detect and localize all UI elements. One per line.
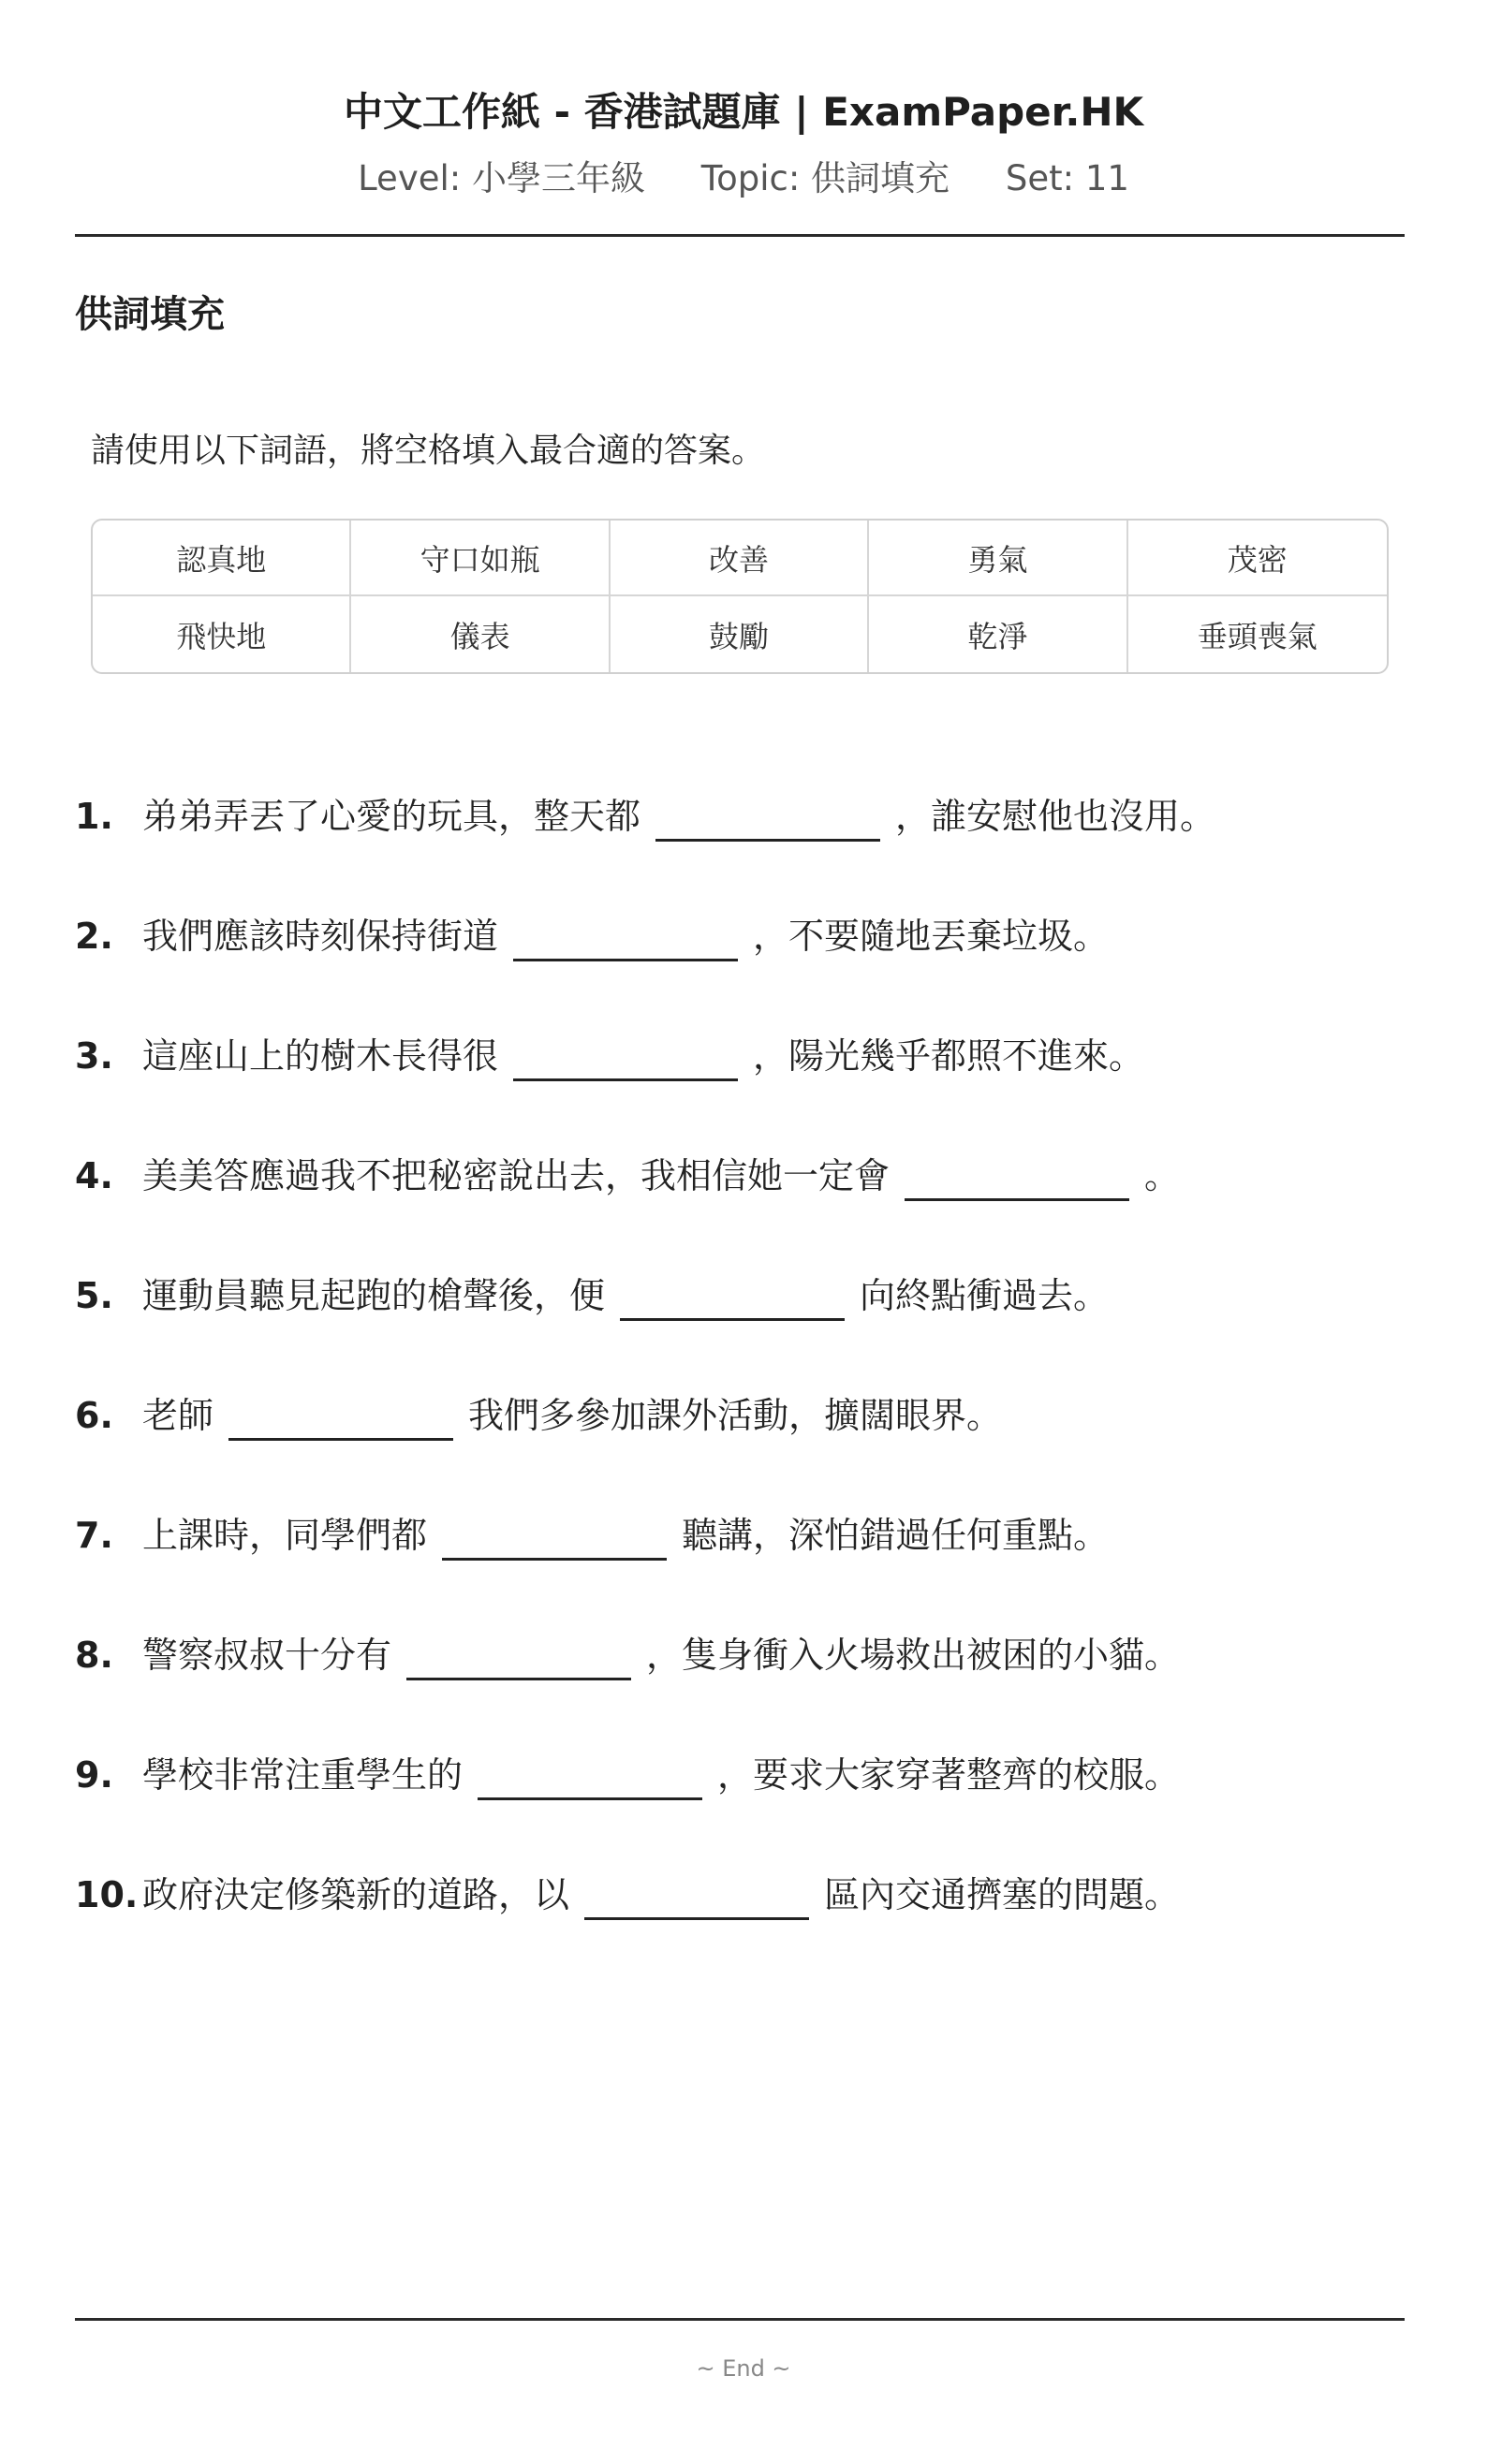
- worksheet-header: [75, 82, 1412, 202]
- word-bank-cell: 守口如瓶: [351, 521, 610, 596]
- question-text-after: 我們多參加課外活動，擴闊眼界。: [468, 1395, 1003, 1436]
- question-text: [142, 1148, 1180, 1204]
- question-number: 6.: [75, 1395, 113, 1436]
- question-text-after: 。: [1144, 1155, 1181, 1196]
- question-list: [75, 785, 1405, 1983]
- answer-blank[interactable]: [406, 1633, 631, 1680]
- footer-divider: [75, 2318, 1405, 2321]
- question-text-before: 我們應該時刻保持街道: [142, 916, 499, 957]
- word-bank-cell: 茂密: [1128, 521, 1387, 596]
- question-text: [142, 1507, 1109, 1563]
- question-number: 5.: [75, 1275, 113, 1316]
- question-text-before: 警察叔叔十分有: [142, 1635, 392, 1676]
- answer-blank[interactable]: [620, 1273, 845, 1321]
- section-title: 供詞填充: [75, 293, 225, 336]
- question-number: 9.: [75, 1754, 113, 1796]
- question-number: 10.: [75, 1874, 139, 1915]
- question-text-after: ，要求大家穿著整齊的校服。: [717, 1754, 1181, 1796]
- question-item: [75, 785, 1405, 904]
- answer-blank[interactable]: [442, 1513, 667, 1561]
- question-text: [142, 908, 1109, 964]
- header-divider: [75, 234, 1405, 237]
- question-text-before: 老師: [142, 1395, 214, 1436]
- word-bank-cell: 飛快地: [93, 596, 351, 672]
- question-text: [142, 1747, 1180, 1803]
- question-text-after: 聽講，深怕錯過任何重點。: [682, 1515, 1110, 1556]
- question-text-before: 弟弟弄丟了心愛的玩具，整天都: [142, 796, 641, 837]
- question-number: 2.: [75, 916, 113, 957]
- question-text: [142, 1028, 1144, 1084]
- word-bank-cell: 勇氣: [869, 521, 1127, 596]
- set-label: Set: 11: [1005, 158, 1129, 198]
- question-text-after: 區內交通擠塞的問題。: [824, 1874, 1181, 1915]
- question-text-after: ，誰安慰他也沒用。: [895, 796, 1216, 837]
- question-item: [75, 1863, 1405, 1983]
- question-item: [75, 1503, 1405, 1623]
- word-bank: [91, 519, 1389, 674]
- word-bank-cell: 垂頭喪氣: [1197, 618, 1318, 654]
- question-number: 3.: [75, 1035, 113, 1077]
- question-text: [142, 1387, 1002, 1444]
- level-label: Level: 小學三年級: [358, 158, 645, 198]
- question-item: [75, 1144, 1405, 1264]
- question-number: 1.: [75, 796, 113, 837]
- question-text-after: 向終點衝過去。: [860, 1275, 1110, 1316]
- answer-blank[interactable]: [655, 794, 880, 842]
- word-bank-cell: 乾淨: [869, 596, 1127, 672]
- question-number: 7.: [75, 1515, 113, 1556]
- word-bank-cell: 儀表: [351, 596, 610, 672]
- question-text-before: 這座山上的樹木長得很: [142, 1035, 499, 1077]
- answer-blank[interactable]: [478, 1753, 702, 1800]
- question-text-before: 上課時，同學們都: [142, 1515, 428, 1556]
- question-text-before: 美美答應過我不把秘密說出去，我相信她一定會: [142, 1155, 891, 1196]
- question-item: [75, 1024, 1405, 1144]
- answer-blank[interactable]: [228, 1393, 453, 1441]
- word-bank-cell: 鼓勵: [611, 596, 869, 672]
- question-text: [142, 1867, 1180, 1923]
- question-text: [142, 788, 1215, 844]
- answer-blank[interactable]: [513, 914, 738, 961]
- word-bank-cell: 改善: [611, 521, 869, 596]
- question-item: [75, 1384, 1405, 1503]
- question-item: [75, 1743, 1405, 1863]
- answer-blank[interactable]: [513, 1034, 738, 1081]
- worksheet-title: 中文工作紙 - 香港試題庫 | ExamPaper.HK: [343, 89, 1144, 135]
- question-text-before: 學校非常注重學生的: [142, 1754, 464, 1796]
- question-item: [75, 904, 1405, 1024]
- question-text-after: ，不要隨地丟棄垃圾。: [753, 916, 1110, 957]
- question-text-before: 政府決定修築新的道路，以: [142, 1874, 570, 1915]
- question-item: [75, 1264, 1405, 1384]
- question-text: [142, 1268, 1109, 1324]
- worksheet-meta: [75, 155, 1412, 202]
- word-bank-cell: 認真地: [93, 521, 351, 596]
- question-item: [75, 1623, 1405, 1743]
- question-text-after: ，陽光幾乎都照不進來。: [753, 1035, 1145, 1077]
- answer-blank[interactable]: [584, 1872, 809, 1920]
- question-text: [142, 1627, 1180, 1683]
- question-text-before: 運動員聽見起跑的槍聲後，便: [142, 1275, 606, 1316]
- question-number: 8.: [75, 1635, 113, 1676]
- topic-label: Topic: 供詞填充: [700, 158, 950, 198]
- instruction-text: 請使用以下詞語，將空格填入最合適的答案。: [91, 432, 766, 470]
- question-number: 4.: [75, 1155, 113, 1196]
- answer-blank[interactable]: [905, 1153, 1129, 1201]
- question-text-after: ，隻身衝入火場救出被困的小貓。: [646, 1635, 1181, 1676]
- end-marker: ~ End ~: [696, 2355, 791, 2382]
